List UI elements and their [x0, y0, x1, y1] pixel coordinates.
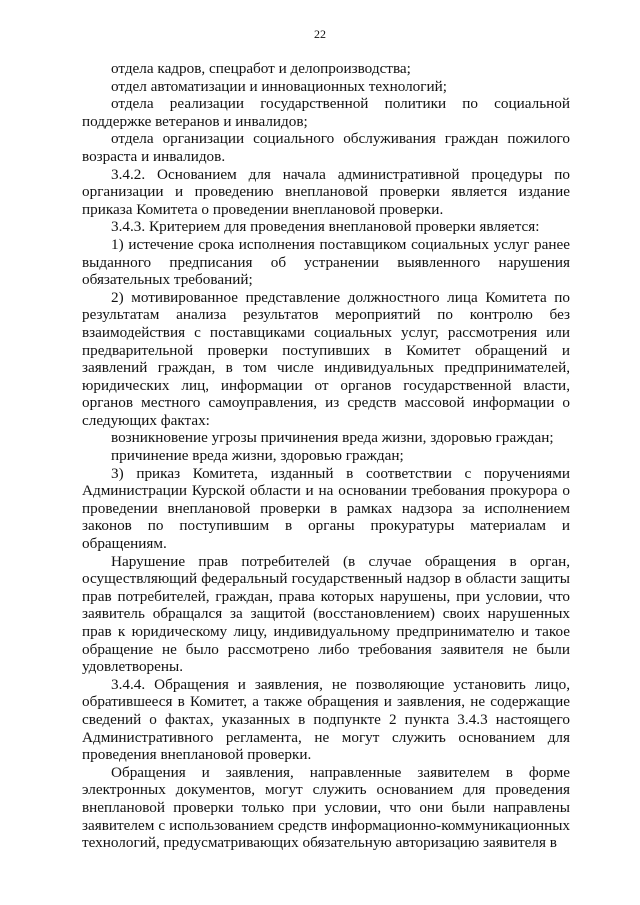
paragraph: Обращения и заявления, направленные заявителем в форме электронных документов, могут служить основанием для проведения внеплановой проверки только при условии, что они были направлены заявителем с использованием средств информационно-коммуникационных технологий, предусматривающих обязательную авторизацию заявителя в	[82, 763, 570, 852]
paragraph: 1) истечение срока исполнения поставщиком социальных услуг ранее выданного предписания об устранении выявленного нарушения обязательных требований;	[82, 235, 570, 289]
paragraph: 3.4.3. Критерием для проведения внеплановой проверки является:	[111, 218, 540, 236]
paragraph: отдел автоматизации и инновационных технологий;	[111, 77, 447, 95]
paragraph: отдела реализации государственной политики по социальной поддержке ветеранов и инвалидов;	[82, 95, 570, 130]
paragraph: причинение вреда жизни, здоровью граждан;	[111, 447, 404, 465]
paragraph: отдела организации социального обслуживания граждан пожилого возраста и инвалидов.	[82, 130, 570, 165]
document-body	[82, 60, 570, 852]
paragraph: возникновение угрозы причинения вреда жизни, здоровью граждан;	[111, 429, 554, 447]
paragraph: 3.4.4. Обращения и заявления, не позволяющие установить лицо, обратившееся в Комитет, а также обращения и заявления, не содержащие сведений о фактах, указанных в подпункте 2 пункта 3.4.3 настоящего Административного регламента, не могут служить основанием для проведения внеплановой проверки.	[82, 675, 570, 764]
paragraph: отдела кадров, спецработ и делопроизводства;	[111, 60, 411, 77]
paragraph: Нарушение прав потребителей (в случае обращения в орган, осуществляющий федеральный государственный надзор в области защиты прав потребителей, граждан, права которых нарушены, при условии, что заявитель обращался за защитой (восстановлением) своих нарушенных прав к юридическому лицу, индивидуальному предпринимателю и такое обращение не было рассмотрено либо требования заявителя не были удовлетворены.	[82, 552, 570, 676]
paragraph: 3) приказ Комитета, изданный в соответствии с поручениями Администрации Курской области и на основании требования прокурора о проведении внеплановой проверки в рамках надзора за исполнением законов по поступившим в органы прокуратуры материалам и обращениям.	[82, 464, 570, 553]
page-number: 22	[314, 27, 326, 41]
paragraph: 3.4.2. Основанием для начала административной процедуры по организации и проведению внеплановой проверки является издание приказа Комитета о проведении внеплановой проверки.	[82, 165, 570, 218]
paragraph: 2) мотивированное представление должностного лица Комитета по результатам анализа результатов мероприятий по контролю без взаимодействия с поставщиками социальных услуг, рассмотрения или предварительной проверки поступивших в Комитет обращений и заявлений граждан, в том числе индивидуальных предпринимателей, юридических лиц, информации от органов государственной власти, органов местного самоуправления, из средств массовой информации о следующих фактах:	[82, 288, 570, 429]
